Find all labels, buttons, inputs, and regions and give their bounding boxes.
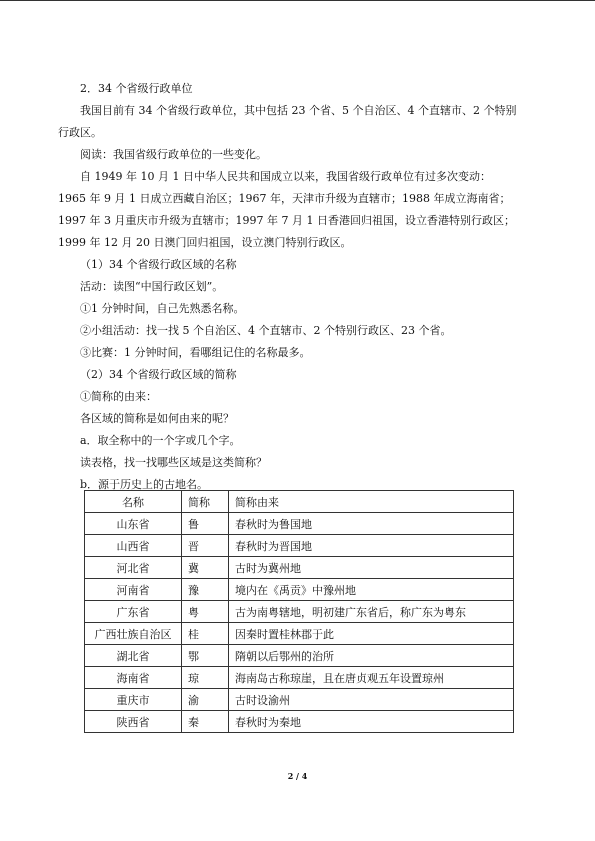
question-line: 各区域的简称是如何由来的呢？ <box>80 412 234 425</box>
table-row <box>85 711 514 733</box>
cell-abbr: 粤 <box>182 601 229 623</box>
cell-abbr: 鄂 <box>182 645 229 667</box>
cell-name: 山东省 <box>85 513 182 535</box>
table-row <box>85 667 514 689</box>
origin-line: ①简称的由来： <box>80 390 157 403</box>
table-row <box>85 535 514 557</box>
table-row <box>85 557 514 579</box>
table-row <box>85 513 514 535</box>
cell-abbr: 鲁 <box>182 513 229 535</box>
section-heading: 2．34 个省级行政单位 <box>80 82 193 95</box>
table-row <box>85 601 514 623</box>
cell-name: 海南省 <box>85 667 182 689</box>
cell-origin: 春秋时为秦地 <box>229 711 514 733</box>
subheading-abbreviations: （2）34 个省级行政区域的简称 <box>80 368 237 381</box>
cell-abbr: 桂 <box>182 623 229 645</box>
table-row <box>85 623 514 645</box>
point-b: b．源于历史上的古地名。 <box>80 478 209 491</box>
header-rule <box>0 0 595 1</box>
table-row <box>85 579 514 601</box>
subheading-names: （1）34 个省级行政区域的名称 <box>80 258 237 271</box>
paragraph-reading: 阅读：我国省级行政单位的一些变化。 <box>80 148 267 161</box>
cell-abbr: 冀 <box>182 557 229 579</box>
cell-name: 湖北省 <box>85 645 182 667</box>
cell-abbr: 琼 <box>182 667 229 689</box>
cell-origin: 春秋时为晋国地 <box>229 535 514 557</box>
cell-name: 河北省 <box>85 557 182 579</box>
page-number: 2 / 4 <box>287 771 308 781</box>
paragraph-overview: 我国目前有 34 个省级行政单位，其中包括 23 个省、5 个自治区、4 个直辖市、2 个特别行政区。 <box>58 104 517 139</box>
cell-abbr: 晋 <box>182 535 229 557</box>
cell-origin: 古时设渝州 <box>229 689 514 711</box>
cell-name: 河南省 <box>85 579 182 601</box>
cell-origin: 春秋时为鲁国地 <box>229 513 514 535</box>
cell-name: 重庆市 <box>85 689 182 711</box>
cell-abbr: 豫 <box>182 579 229 601</box>
paragraph-history: 自 1949 年 10 月 1 日中华人民共和国成立以来，我国省级行政单位有过多次变动：1965 年 9 月 1 日成立西藏自治区；1967 年，天津市升级为直辖市；1988 年成立海南省；1997 年 3 月重庆市升级为直辖市；1997 年 7 月 1 日香港回归祖国，设立香港特别行政区；1999 年 12 月 20 日澳门回归祖国，设立澳门特别行政区。 <box>58 170 515 249</box>
cell-name: 广西壮族自治区 <box>85 623 182 645</box>
point-a: a．取全称中的一个字或几个字。 <box>80 434 241 447</box>
header-abbr: 简称 <box>182 491 229 513</box>
cell-origin: 隋朝以后鄂州的治所 <box>229 645 514 667</box>
document-body <box>58 78 518 496</box>
cell-origin: 因秦时置桂林郡于此 <box>229 623 514 645</box>
cell-name: 山西省 <box>85 535 182 557</box>
cell-origin: 古时为冀州地 <box>229 557 514 579</box>
cell-name: 广东省 <box>85 601 182 623</box>
abbreviation-table <box>84 490 514 733</box>
header-name: 名称 <box>85 491 182 513</box>
table-row <box>85 645 514 667</box>
step-three: ③比赛：1 分钟时间，看哪组记住的名称最多。 <box>80 346 311 359</box>
step-two: ②小组活动：找一找 5 个自治区、4 个直辖市、2 个特别行政区、23 个省。 <box>80 324 452 337</box>
cell-abbr: 秦 <box>182 711 229 733</box>
table-row <box>85 689 514 711</box>
activity-line: 活动：读图“中国行政区划”。 <box>80 280 224 293</box>
header-origin: 简称由来 <box>229 491 514 513</box>
cell-origin: 海南岛古称琼崖，且在唐贞观五年设置琼州 <box>229 667 514 689</box>
cell-name: 陕西省 <box>85 711 182 733</box>
step-one: ①1 分钟时间，自己先熟悉名称。 <box>80 302 245 315</box>
cell-origin: 古为南粤辖地，明初建广东省后，称广东为粤东 <box>229 601 514 623</box>
read-table-line: 读表格，找一找哪些区域是这类简称？ <box>80 456 267 469</box>
cell-origin: 境内在《禹贡》中豫州地 <box>229 579 514 601</box>
cell-abbr: 渝 <box>182 689 229 711</box>
table-header-row <box>85 491 514 513</box>
